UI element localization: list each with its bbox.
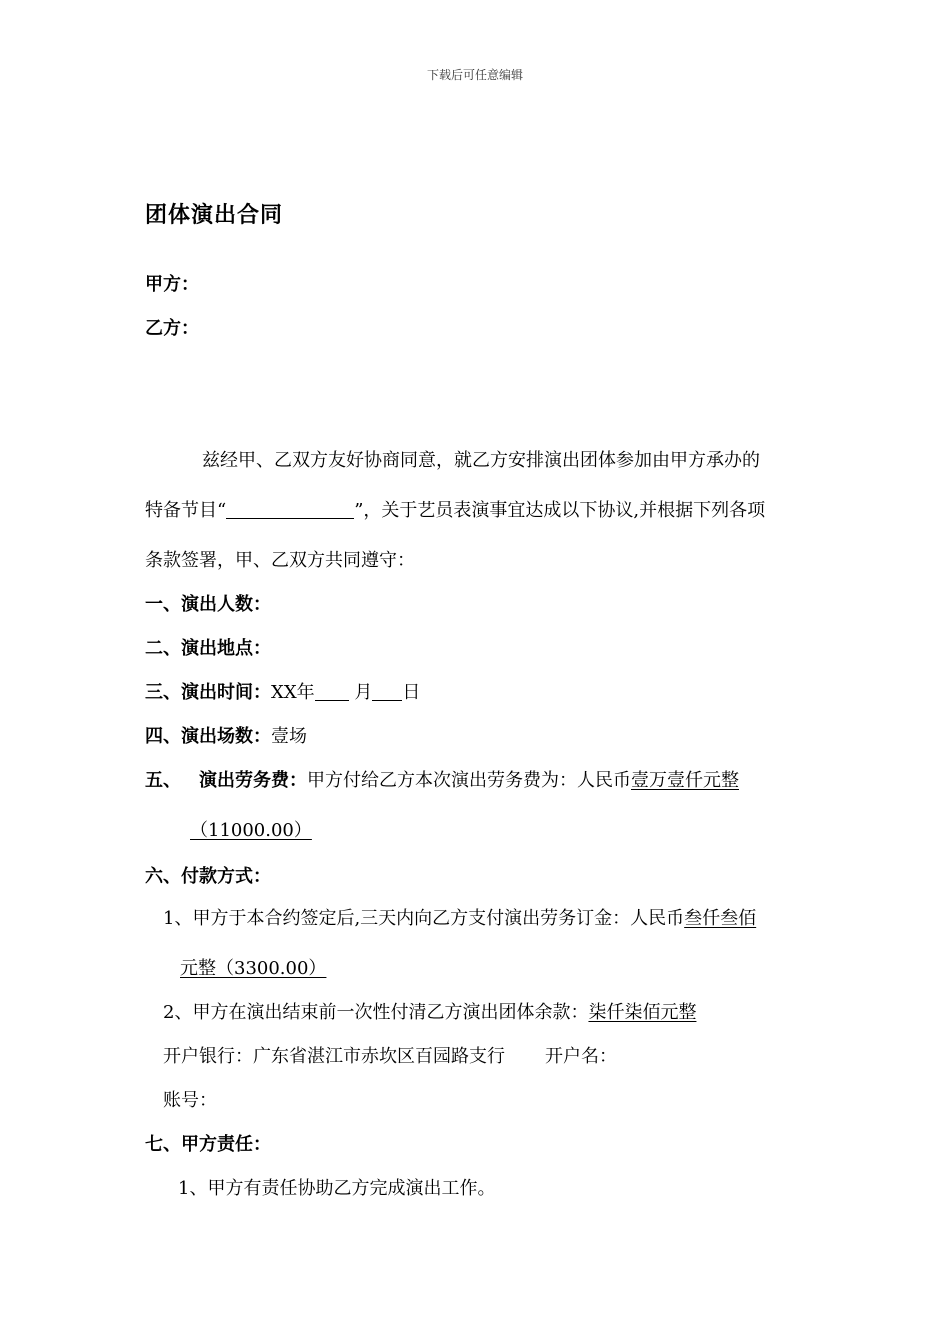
clause-3-year: XX年 (271, 682, 315, 703)
clause-5-amount: 壹万壹仟元整 (631, 770, 739, 791)
account-number-label: 账号： (163, 1090, 217, 1111)
clause-4 (145, 722, 307, 748)
intro-line-3: 条款签署，甲、乙双方共同遵守： (145, 550, 415, 571)
clause-6-2 (163, 998, 696, 1024)
intro-line-2 (145, 496, 765, 522)
intro-line-1: 兹经甲、乙双方友好协商同意，就乙方安排演出团体参加由甲方承办的 (202, 450, 760, 471)
clause-5-amount-number: （11000.00） (190, 820, 312, 841)
document-title: 团体演出合同 (145, 203, 284, 228)
clause-7: 七、甲方责任： (145, 1134, 271, 1155)
clause-5 (145, 766, 739, 792)
clause-6-1-text: 1、甲方于本合约签定后,三天内向乙方支付演出劳务订金：人民币 (163, 908, 685, 929)
bank-info (163, 1042, 617, 1068)
clause-6: 六、付款方式： (145, 866, 271, 887)
clause-5-number: 五、 (145, 770, 181, 791)
clause-6-1 (163, 904, 756, 930)
clause-5-label: 演出劳务费： (199, 770, 307, 791)
clause-6-2-text: 2、甲方在演出结束前一次性付清乙方演出团体余款： (163, 1002, 589, 1023)
intro-line-2-post: ”，关于艺员表演事宜达成以下协议,并根据下列各项 (354, 500, 766, 521)
party-b-label: 乙方： (145, 318, 199, 339)
clause-6-2-amount: 柒仟柒佰元整 (588, 1002, 697, 1023)
day-blank (372, 682, 402, 701)
clause-1: 一、演出人数： (145, 594, 271, 615)
clause-5-text: 甲方付给乙方本次演出劳务费为：人民币 (307, 770, 631, 791)
account-name-label: 开户名： (545, 1046, 617, 1067)
clause-4-label: 四、演出场数： (145, 726, 271, 747)
program-name-blank (226, 500, 354, 519)
clause-6-1-amount-2: 元整（3300.00） (180, 958, 327, 979)
clause-6-1-amount: 叁仟叁佰 (684, 908, 757, 929)
intro-line-2-pre: 特备节目“ (145, 500, 227, 521)
header-note: 下载后可任意编辑 (426, 68, 523, 82)
clause-2: 二、演出地点： (145, 638, 271, 659)
clause-7-1: 1、甲方有责任协助乙方完成演出工作。 (178, 1178, 496, 1199)
clause-3-month: 月 (354, 682, 373, 703)
party-a-label: 甲方： (145, 274, 199, 295)
clause-3-day: 日 (402, 682, 421, 703)
clause-3-label: 三、演出时间： (145, 682, 271, 703)
clause-3 (145, 678, 420, 704)
month-blank (315, 682, 349, 701)
bank-name: 开户银行：广东省湛江市赤坎区百园路支行 (163, 1046, 505, 1067)
clause-4-value: 壹场 (271, 726, 307, 747)
